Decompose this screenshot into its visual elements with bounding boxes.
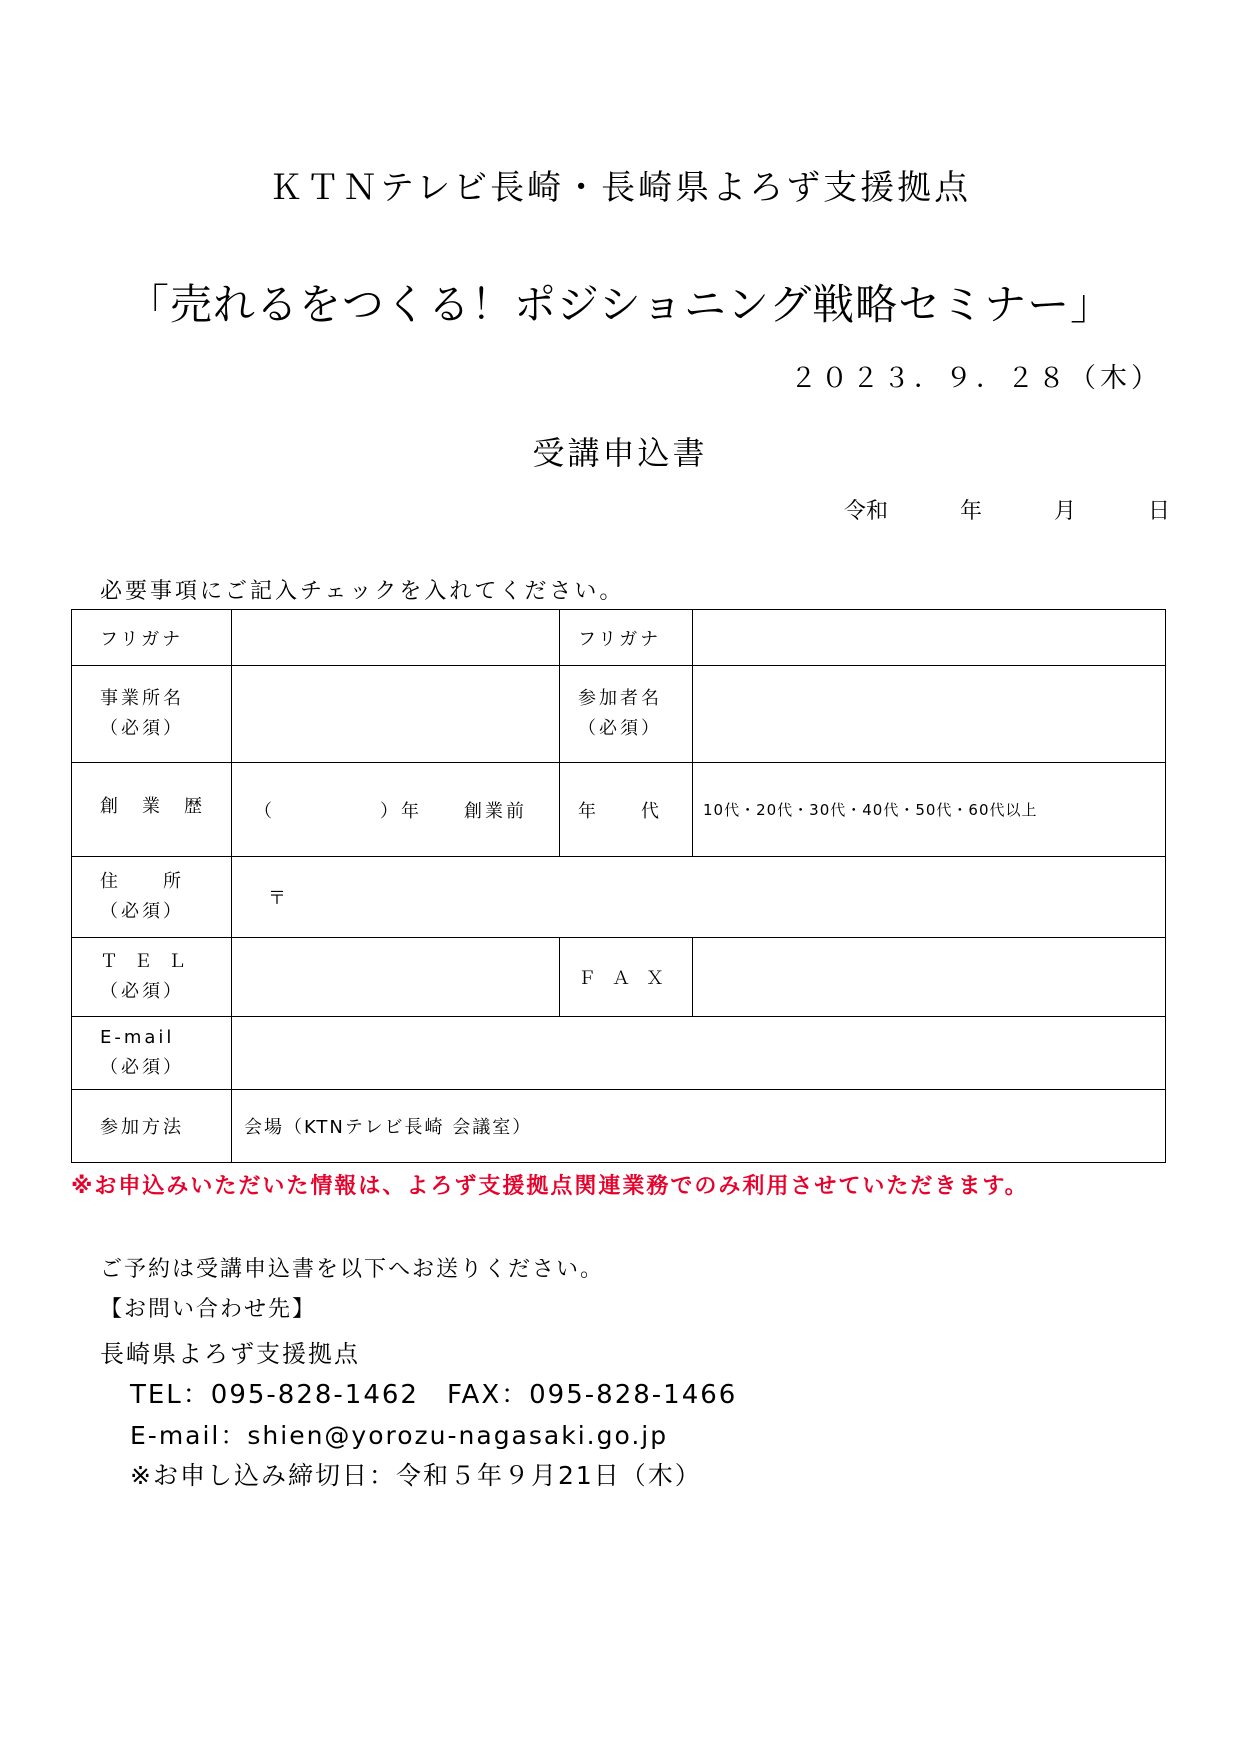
address-label-cell <box>72 857 232 938</box>
fax-field[interactable] <box>693 938 1166 1017</box>
seminar-title: 「売れるをつくる！ポジショニング戦略セミナー」 <box>126 280 1114 329</box>
address-label: 住 所 <box>100 871 184 892</box>
founding-label: 創 業 歴 <box>72 763 232 857</box>
email-field[interactable] <box>232 1017 1166 1090</box>
application-form-table <box>71 609 1166 1163</box>
address-required: （必須） <box>100 901 184 922</box>
contact-intro: ご予約は受講申込書を以下へお送りください。 <box>100 1257 605 1282</box>
table-row <box>72 1017 1166 1090</box>
contact-organization: 長崎県よろず支援拠点 <box>100 1340 360 1368</box>
email-label-cell <box>72 1017 232 1090</box>
furigana-label-right: フリガナ <box>560 610 693 666</box>
table-row <box>72 1090 1166 1163</box>
reiwa-label: 令和 <box>843 499 888 524</box>
business-name-label: 事業所名 <box>100 688 184 709</box>
participant-name-field[interactable] <box>693 666 1166 763</box>
fax-label: ＦＡＸ <box>560 938 693 1017</box>
table-row <box>72 938 1166 1017</box>
year-label: 年 <box>959 499 982 524</box>
tel-label: ＴＥＬ <box>100 951 202 972</box>
furigana-business-field[interactable] <box>232 610 560 666</box>
participant-label: 参加者名 <box>578 688 662 709</box>
tel-field[interactable] <box>232 938 560 1017</box>
furigana-participant-field[interactable] <box>693 610 1166 666</box>
contact-phone-fax: TEL：095-828-1462 FAX：095-828-1466 <box>130 1380 738 1410</box>
email-label: E-mail <box>100 1027 175 1048</box>
furigana-label-left: フリガナ <box>72 610 232 666</box>
table-row <box>72 857 1166 938</box>
founding-field[interactable]: （ ）年 創業前 <box>232 763 560 857</box>
participant-required: （必須） <box>578 718 662 739</box>
instruction-text: 必要事項にご記入チェックを入れてください。 <box>100 579 625 604</box>
day-label: 日 <box>1147 499 1170 524</box>
tel-required: （必須） <box>100 981 184 1002</box>
table-row <box>72 666 1166 763</box>
participant-label-cell <box>560 666 693 763</box>
contact-heading: 【お問い合わせ先】 <box>100 1297 317 1322</box>
tel-label-cell <box>72 938 232 1017</box>
method-value: 会場（KTNテレビ長崎 会議室） <box>232 1090 1166 1163</box>
business-name-required: （必須） <box>100 718 184 739</box>
age-options[interactable]: 10代・20代・30代・40代・50代・60代以上 <box>693 763 1166 857</box>
address-field[interactable] <box>232 857 1166 938</box>
table-row <box>72 610 1166 666</box>
application-date <box>844 494 1170 525</box>
business-name-field[interactable] <box>232 666 560 763</box>
method-label: 参加方法 <box>72 1090 232 1163</box>
seminar-date: ２０２３．９．２８（木） <box>790 363 1162 394</box>
privacy-notice: ※お申込みいただいた情報は、よろず支援拠点関連業務でのみ利用させていただきます。 <box>71 1174 1029 1199</box>
organizer-heading: ＫＴＮテレビ長崎・長崎県よろず支援拠点 <box>268 168 972 208</box>
business-name-label-cell <box>72 666 232 763</box>
month-label: 月 <box>1053 499 1076 524</box>
postal-mark: 〒 <box>268 888 289 909</box>
application-deadline: ※お申し込み締切日：令和５年９月21日（木） <box>130 1461 702 1490</box>
contact-email[interactable]: E-mail：shien@yorozu-nagasaki.go.jp <box>130 1421 669 1450</box>
form-title: 受講申込書 <box>532 434 708 472</box>
age-label: 年 代 <box>560 763 693 857</box>
table-row <box>72 763 1166 857</box>
email-required: （必須） <box>100 1057 184 1078</box>
